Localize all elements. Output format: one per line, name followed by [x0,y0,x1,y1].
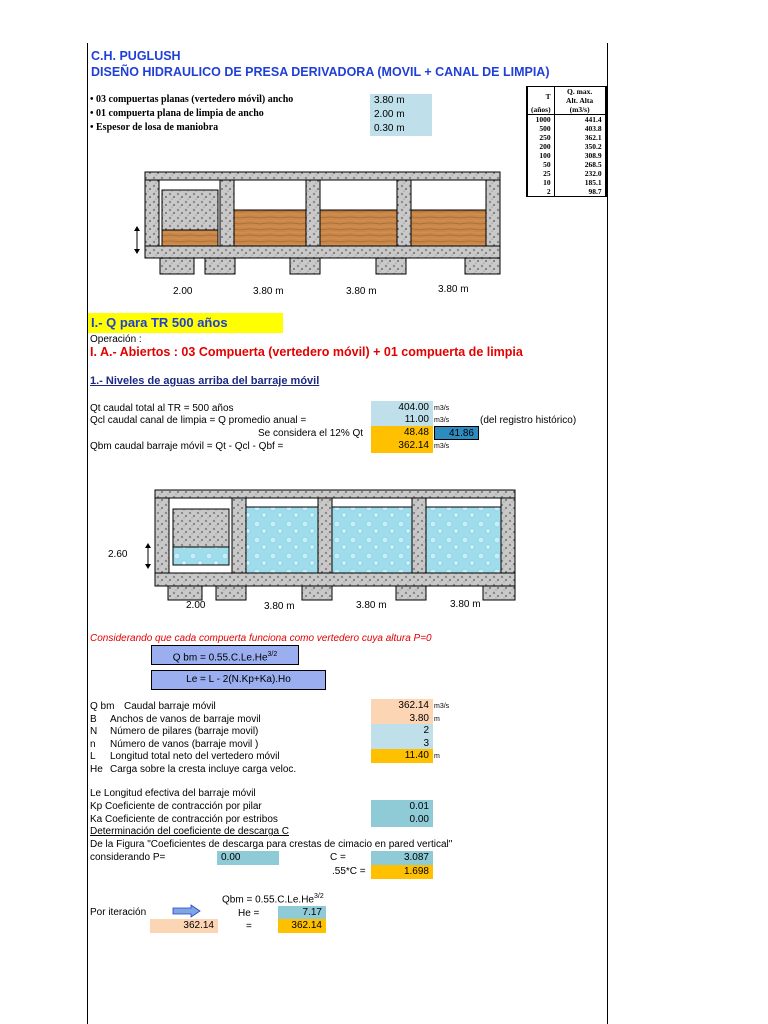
formula-qbm: Q bm = $0.55.C.Le.He^{3/2}$ [151,645,299,665]
det-label: Determinación del coeficiente de descarga C [90,826,289,837]
pct-label: Se considera el 12% Qt [258,428,364,439]
he-value: 7.17 [278,906,326,920]
ka-label: Ka Coeficiente de contracción por estribos [90,814,278,825]
diag1-label-gate1: 3.80 m [253,286,284,297]
qcl-label: Qcl caudal canal de limpia = Q promedio anual = [90,415,307,426]
table-row: 500 403.8 [528,124,606,133]
param-label: Carga sobre la cresta incluye carga veloc. [110,764,297,775]
diag2-label-cleaning: 2.00 [186,600,206,611]
spec-value: 0.30 m [370,122,432,136]
spec-row [90,122,218,133]
iteration-right-value: 362.14 [278,919,326,933]
spec-value: 3.80 m [370,94,432,108]
table-row: 1000 441.4 [528,115,606,125]
iteration-left-value: 362.14 [150,919,218,933]
param-value: 3 [371,737,433,751]
spec-row [90,108,264,119]
weir-note: Considerando que cada compuerta funciona como vertedero cuya altura P=0 [90,633,432,644]
bullet: • [90,108,94,119]
param-sym: He [90,764,103,775]
qbm-label: Qbm caudal barraje móvil = Qt - Qcl - Qbf = [90,441,284,452]
param-label: Longitud total neto del vertedero móvil [110,751,280,762]
c-label: C = [330,852,346,863]
diag2-label-gate2: 3.80 m [356,600,387,611]
page-right-border [607,43,608,1024]
level-heading: 1.- Niveles de aguas arriba del barraje móvil [90,375,320,387]
param-sym: Q bm [90,701,115,712]
param-unit: m3/s [434,703,450,710]
spec-value: 2.00 m [370,108,432,122]
param-value: 2 [371,724,433,738]
qcl-value: 11.00 [371,413,433,427]
he-label: He = [238,908,260,919]
diag2-label-gate1: 3.80 m [264,601,295,612]
p-value: 0.00 [217,851,279,865]
le-label: Le Longitud efectiva del barraje móvil [90,788,256,799]
diag1-label-gate3: 3.80 m [438,284,469,295]
param-sym: n [90,739,96,750]
c-value: 3.087 [371,851,433,865]
param-sym: B [90,714,97,725]
table-row: 10 185.1 [528,178,606,187]
diag2-height-label: 2.60 [108,549,128,560]
spec-label: Espesor de losa de maniobra [96,122,219,133]
pct-value-alt: 41.86 [434,426,479,440]
spec-row [90,94,293,105]
operation-label: Operación : [90,334,142,345]
bullet: • [90,94,94,105]
spec-label: 03 compuertas planas (vertedero móvil) ancho [96,94,294,105]
bullet: • [90,122,94,133]
iteration-eq: = [246,921,252,932]
project-name: C.H. PUGLUSH [91,49,181,63]
tr-header-unit: (m3/s) [554,105,605,115]
param-unit: m [434,753,440,760]
param-unit: m [434,716,440,723]
page-left-border [87,43,88,1024]
qt-value: 404.00 [371,401,433,415]
table-row: 50 268.5 [528,160,606,169]
param-label: Caudal barraje móvil [124,701,216,712]
diag1-label-gate2: 3.80 m [346,286,377,297]
arrow-right-icon [172,904,202,918]
diag2-label-gate3: 3.80 m [450,599,481,610]
table-row: 2 98.7 [528,187,606,196]
pct-value: 48.48 [371,426,433,440]
iteration-label: Por iteración [90,907,147,918]
table-row: 200 350.2 [528,142,606,151]
barrage-diagram-closed [120,168,520,278]
section-heading: I.- Q para TR 500 años [88,313,283,333]
tr-header-years: (años) [528,105,555,115]
qcl-unit: m3/s [434,417,450,424]
param-value: 11.40 [371,749,433,763]
qt-label: Qt caudal total al TR = 500 años [90,403,234,414]
qbm-unit: m3/s [434,443,450,450]
page-title: DISEÑO HIDRAULICO DE PRESA DERIVADORA (MOVIL + CANAL DE LIMPIA) [91,65,550,79]
kp-label: Kp Coeficiente de contracción por pilar [90,801,262,812]
tr-header-q: Q. max. Alt. Alta [554,87,605,105]
tr-header-t: T [528,87,555,105]
iteration-formula: Qbm = $0.55.C.Le.He^{3/2}$ [222,893,324,906]
qcl-note: (del registro histórico) [480,415,577,426]
param-sym: L [90,751,96,762]
barrage-diagram-open [140,487,530,602]
param-value: 3.80 [371,712,433,726]
qt-unit: m3/s [434,405,450,412]
subheading: I. A.- Abiertos : 03 Compuerta (vertedero móvil) + 01 compuerta de limpia [90,345,523,359]
c2-label: .55*C = [332,866,366,877]
param-sym: N [90,726,98,737]
table-row: 25 232.0 [528,169,606,178]
qbm-value: 362.14 [371,439,433,453]
tr-table [526,86,607,197]
param-value: 362.14 [371,699,433,713]
param-label: Anchos de vanos de barraje movil [110,714,261,725]
table-row: 100 308.9 [528,151,606,160]
formula-le: Le = L - 2(N.Kp+Ka).Ho [151,670,326,690]
diag1-label-cleaning: 2.00 [173,286,193,297]
p-label: considerando P= [90,852,166,863]
ka-value: 0.00 [371,813,433,827]
param-label: Número de pilares (barraje movil) [110,726,259,737]
param-label: Número de vanos (barraje movil ) [110,739,259,750]
kp-value: 0.01 [371,800,433,814]
spec-label: 01 compuerta plana de limpia de ancho [96,108,264,119]
table-row: 250 362.1 [528,133,606,142]
c2-value: 1.698 [371,865,433,879]
fig-label: De la Figura "Coeficientes de descarga para crestas de cimacio en pared vertical" [90,839,453,850]
